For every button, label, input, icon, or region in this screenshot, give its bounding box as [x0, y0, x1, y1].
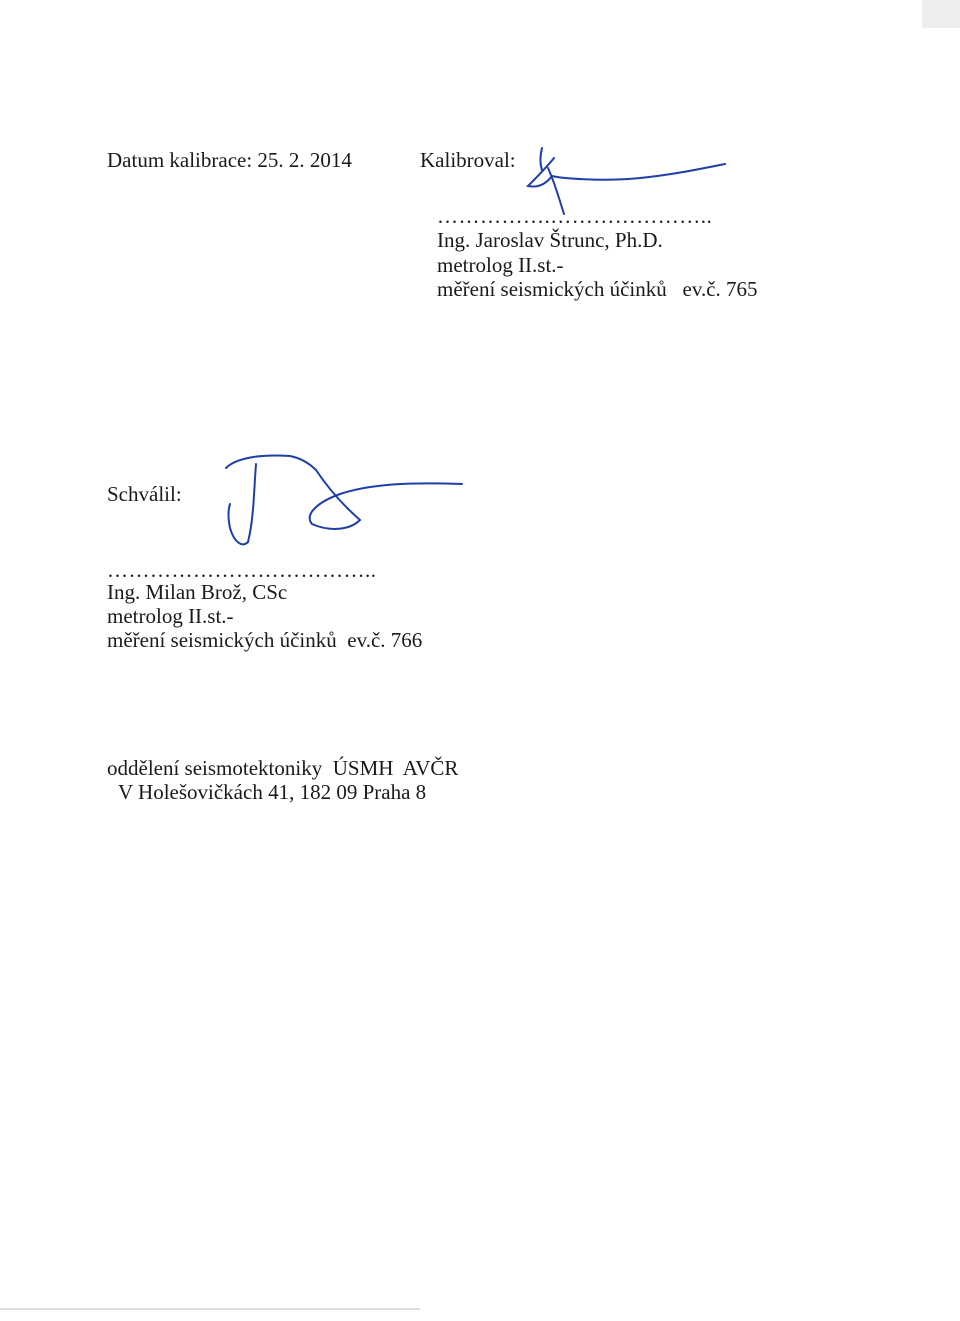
calibrated-by-label: Kalibroval:	[420, 148, 516, 172]
calibrator-detail: měření seismických účinků ev.č. 765	[437, 277, 758, 301]
approver-name: Ing. Milan Brož, CSc	[107, 580, 288, 604]
calibration-date: Datum kalibrace: 25. 2. 2014	[107, 148, 352, 172]
approver-role: metrolog II.st.-	[107, 604, 234, 628]
calibrator-name: Ing. Jaroslav Štrunc, Ph.D.	[437, 228, 663, 252]
calibrator-signature-line: …………….…………………..	[437, 204, 713, 228]
scan-edge-mark	[922, 0, 960, 28]
scan-edge-line	[0, 1308, 420, 1310]
approver-signature-line: ………………………………..	[107, 558, 377, 582]
calibrator-role: metrolog II.st.-	[437, 253, 564, 277]
approved-by-label: Schválil:	[107, 482, 182, 506]
department-address: V Holešovičkách 41, 182 09 Praha 8	[118, 780, 427, 804]
approver-detail: měření seismických účinků ev.č. 766	[107, 628, 423, 652]
approver-signature	[200, 448, 480, 568]
department-name: oddělení seismotektoniky ÚSMH AVČR	[107, 756, 459, 780]
